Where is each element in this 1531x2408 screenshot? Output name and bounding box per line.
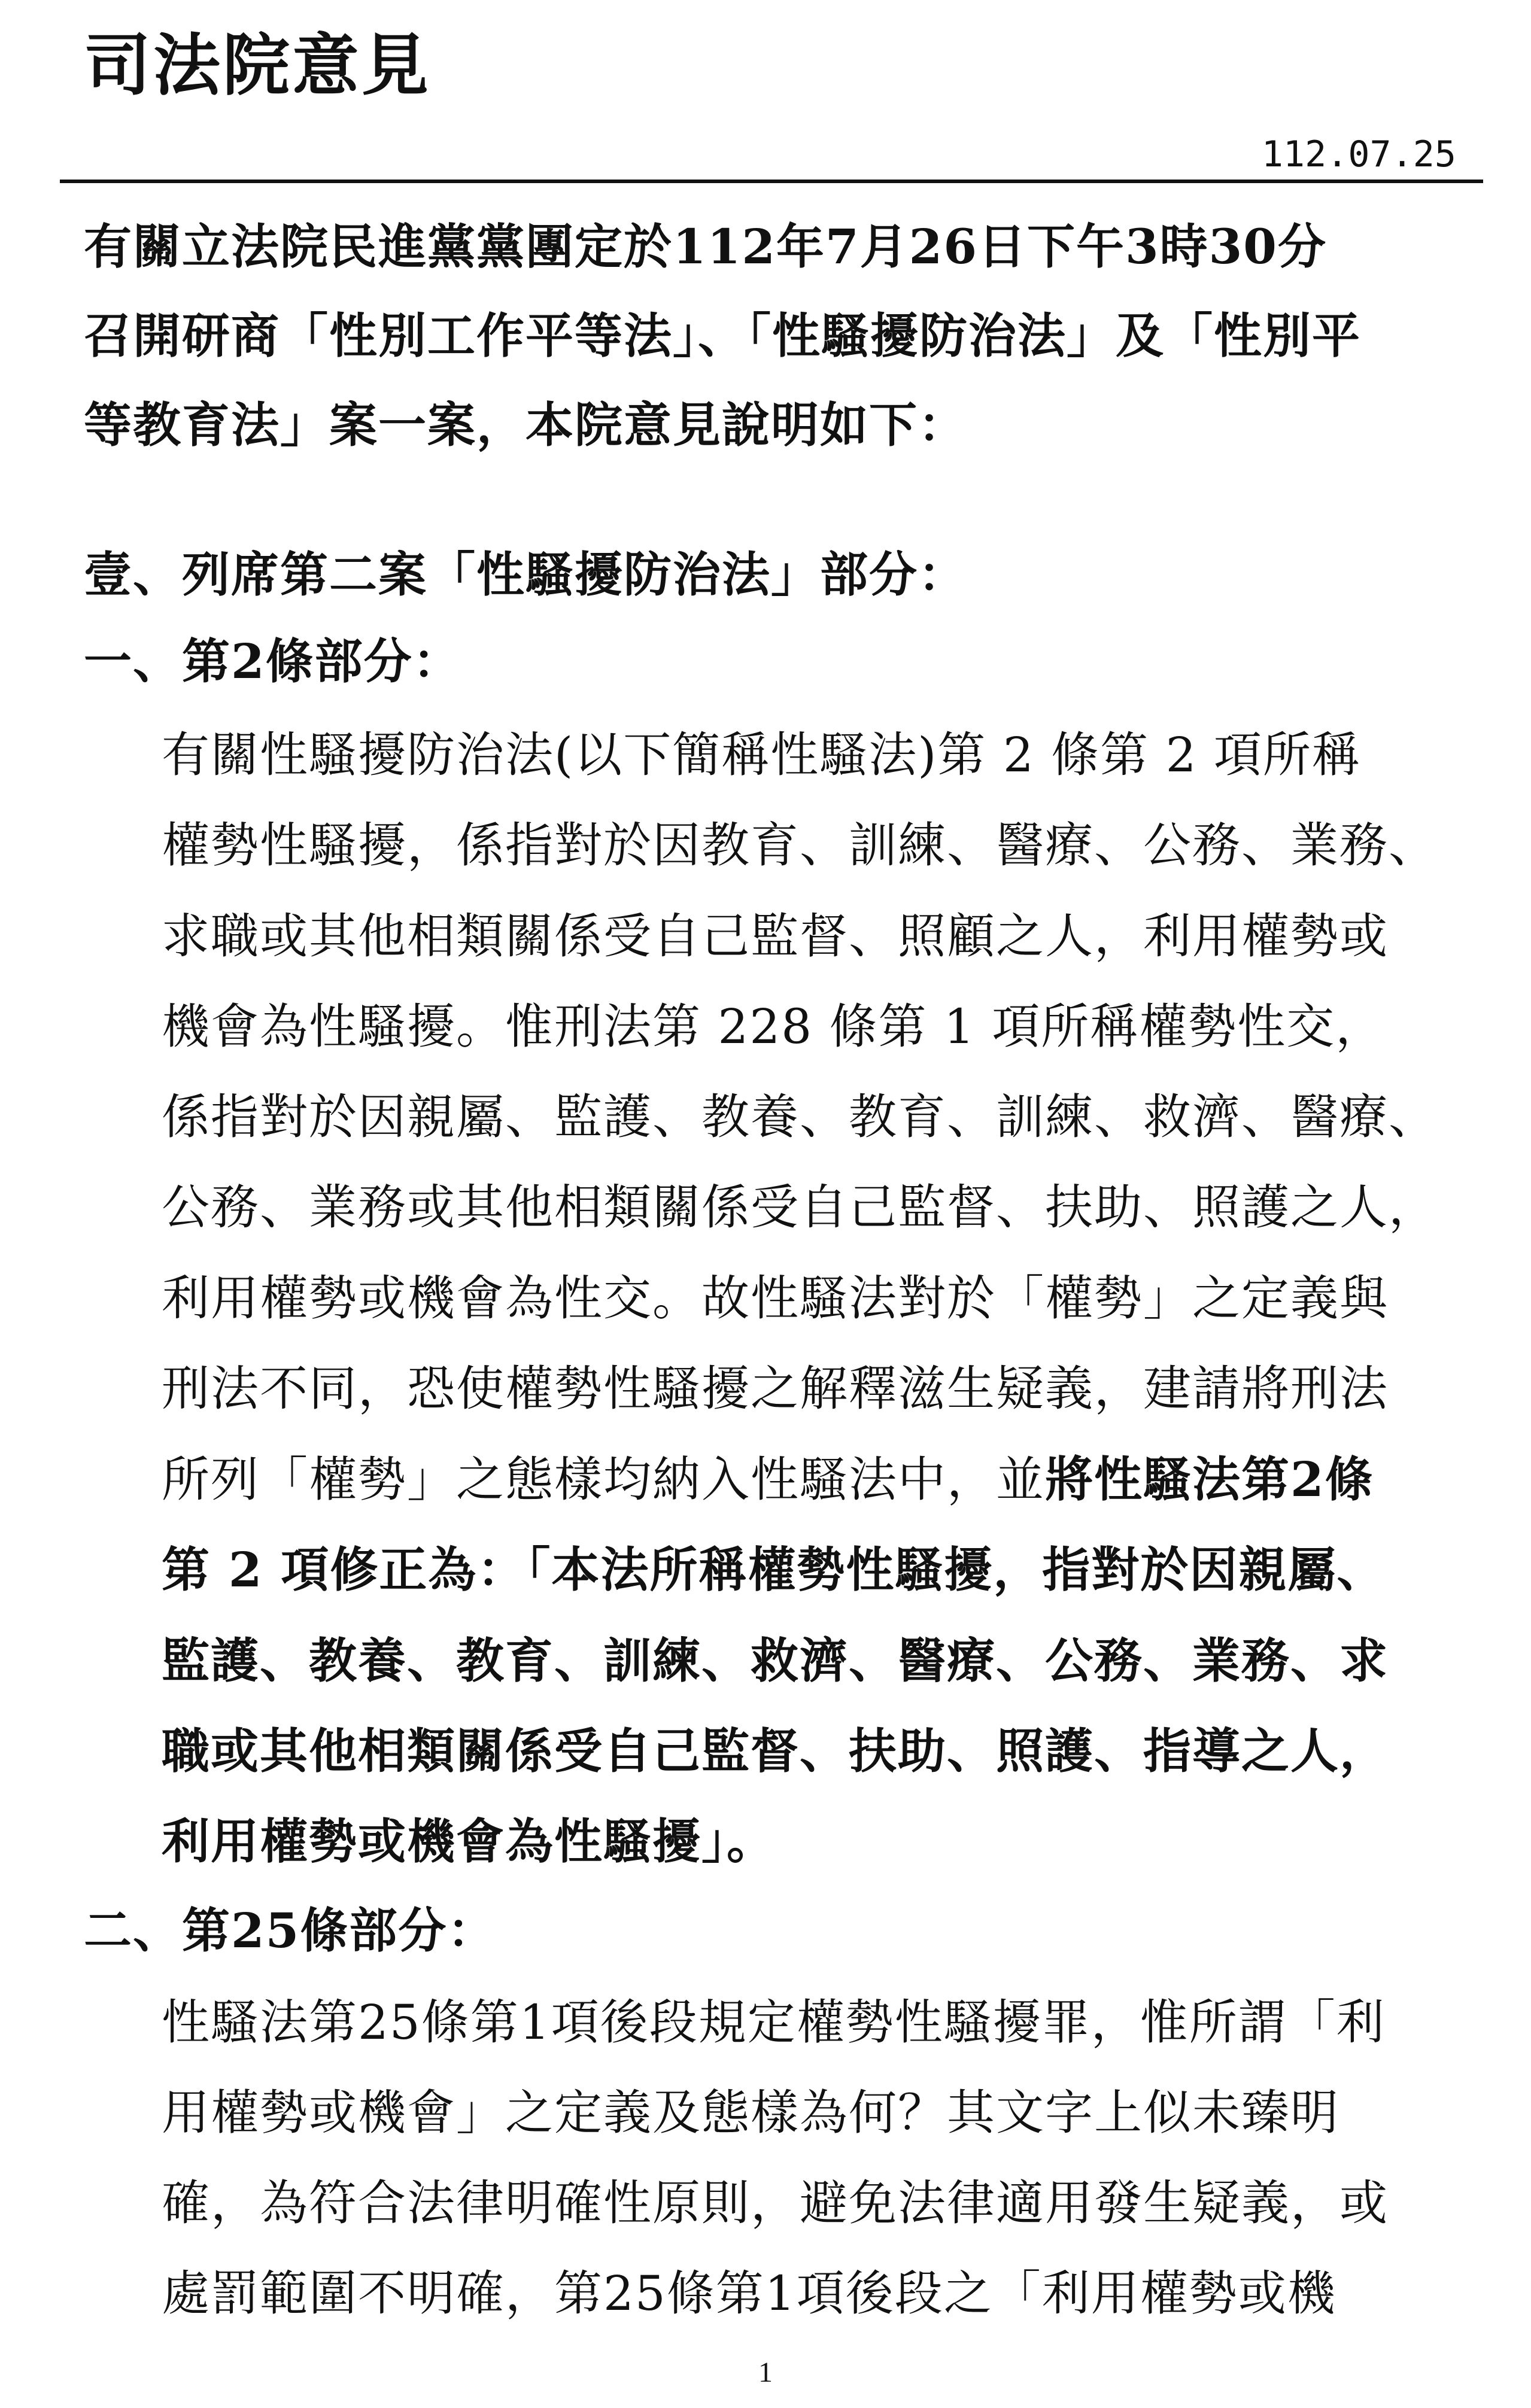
- body-line: 係指對於因親屬、監護、教養、教育、訓練、救濟、醫療、: [162, 1089, 1438, 1145]
- document-date: 112.07.25: [1261, 133, 1456, 175]
- body-line-bold: 職或其他相類關係受自己監督、扶助、照護、指導之人，: [162, 1723, 1389, 1779]
- body-line: 有關性騷擾防治法(以下簡稱性騷法)第 2 條第 2 項所稱: [162, 727, 1361, 783]
- body-line: 刑法不同，恐使權勢性騷擾之解釋滋生疑義，建請將刑法: [162, 1361, 1389, 1416]
- intro-line: 召開研商「性別工作平等法」、「性騷擾防治法」及「性別平: [84, 308, 1361, 364]
- body-line-bold: 利用權勢或機會為性騷擾」。: [162, 1813, 776, 1869]
- body-line: 機會為性騷擾。惟刑法第 228 條第 1 項所稱權勢性交，: [162, 999, 1385, 1054]
- body-line: 處罰範圍不明確，第25條第1項後段之「利用權勢或機: [162, 2266, 1336, 2321]
- body-line: 性騷法第25條第1項後段規定權勢性騷擾罪，惟所謂「利: [162, 1994, 1386, 2050]
- header-rule: [60, 180, 1483, 183]
- body-line-bold: 監護、教養、教育、訓練、救濟、醫療、公務、業務、求: [162, 1632, 1389, 1689]
- body-line: 確，為符合法律明確性原則，避免法律適用發生疑義，或: [162, 2175, 1389, 2231]
- body-line: 利用權勢或機會為性交。故性騷法對於「權勢」之定義與: [162, 1270, 1389, 1326]
- intro-line: 等教育法」案一案，本院意見說明如下：: [84, 397, 967, 453]
- body-line-bold: 第 2 項修正為：「本法所稱權勢性騷擾，指對於因親屬、: [162, 1542, 1386, 1598]
- body-line: 用權勢或機會」之定義及態樣為何？其文字上似未臻明: [162, 2085, 1339, 2141]
- body-line: 公務、業務或其他相類關係受自己監督、扶助、照護之人，: [162, 1179, 1438, 1235]
- body-text: 所列「權勢」之態樣均納入性騷法中，並: [162, 1452, 1045, 1507]
- document-title: 司法院意見: [84, 26, 431, 105]
- item-heading: 二、第25條部分：: [84, 1902, 497, 1959]
- item-heading: 一、第2條部分：: [84, 633, 462, 689]
- body-line: 權勢性騷擾，係指對於因教育、訓練、醫療、公務、業務、: [162, 817, 1438, 873]
- body-line-mixed: [162, 1446, 1374, 1513]
- intro-line: 有關立法院民進黨黨團定於112年7月26日下午3時30分: [84, 218, 1327, 275]
- body-line: 求職或其他相類關係受自己監督、照顧之人，利用權勢或: [162, 908, 1389, 964]
- body-text-bold: 將性騷法第2條: [1045, 1451, 1374, 1507]
- section-heading: 壹、列席第二案「性騷擾防治法」部分：: [84, 546, 967, 603]
- page-number: 1: [758, 2357, 773, 2388]
